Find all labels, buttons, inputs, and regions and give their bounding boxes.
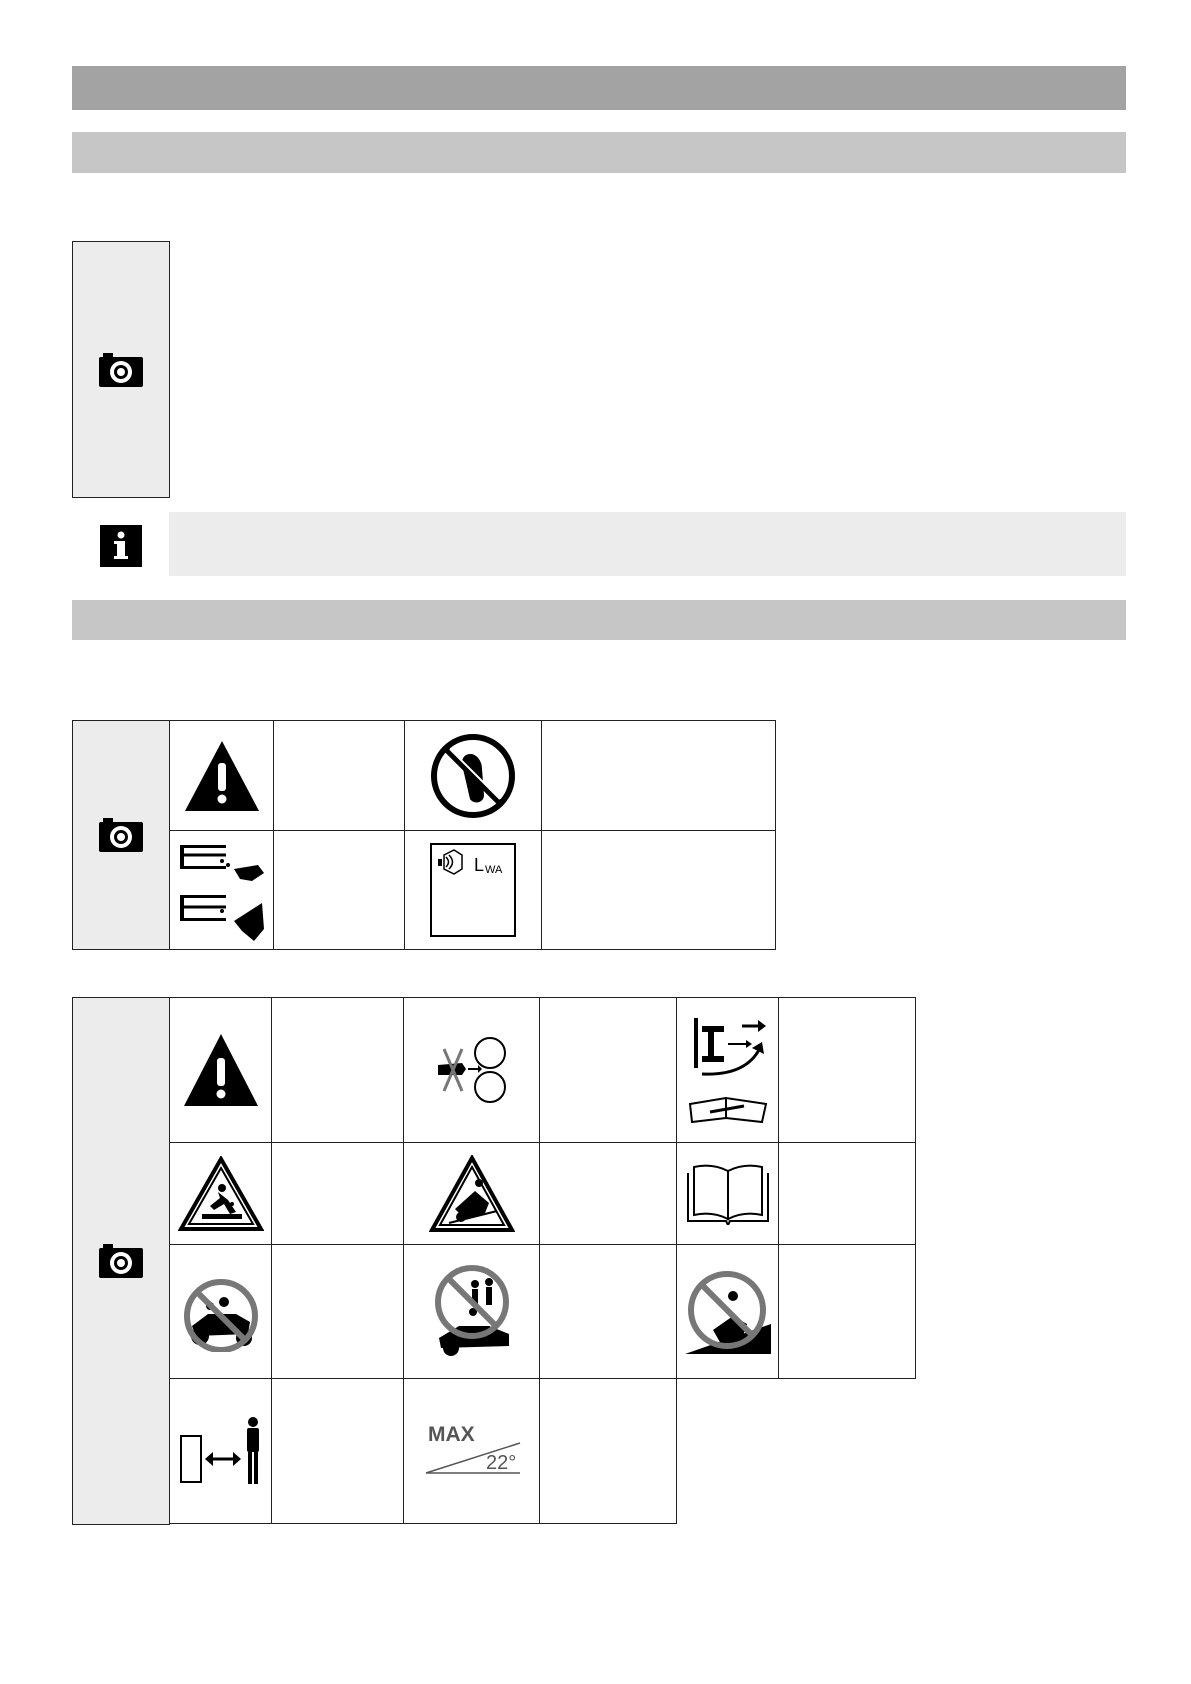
symbol-cell bbox=[170, 1379, 272, 1524]
table-row bbox=[170, 1245, 916, 1379]
symbol-text-cell bbox=[272, 1245, 404, 1379]
figure-column-3 bbox=[72, 997, 170, 1525]
camera-icon bbox=[99, 818, 143, 852]
figure-column-2 bbox=[72, 720, 170, 950]
no-hand-prohibition-icon bbox=[430, 733, 516, 819]
rollover-warning-icon bbox=[429, 1155, 515, 1233]
symbol-text-cell bbox=[272, 1143, 404, 1245]
no-bystanders-icon bbox=[429, 1264, 515, 1360]
symbol-text-cell bbox=[272, 998, 404, 1143]
keep-distance-icon bbox=[177, 1416, 265, 1486]
no-steep-slope-icon bbox=[683, 1268, 773, 1356]
max-slope-icon bbox=[422, 1423, 522, 1479]
symbol-text-cell bbox=[274, 831, 405, 950]
symbol-cell bbox=[170, 1143, 272, 1245]
table-row bbox=[170, 721, 776, 831]
table-row bbox=[170, 1143, 916, 1245]
blade-hand-hazard-icon bbox=[432, 1035, 512, 1105]
symbol-cell bbox=[170, 721, 274, 831]
read-manual-icon bbox=[686, 1163, 770, 1225]
symbol-text-cell bbox=[540, 1245, 677, 1379]
symbol-text-cell bbox=[540, 1379, 677, 1524]
symbol-table-1 bbox=[169, 720, 776, 950]
symbol-cell bbox=[677, 998, 779, 1143]
symbol-cell bbox=[677, 1245, 779, 1379]
warning-triangle-icon bbox=[183, 739, 261, 813]
symbol-cell bbox=[404, 1245, 540, 1379]
symbol-cell bbox=[170, 1245, 272, 1379]
max-slope-label: MAX bbox=[427, 1423, 475, 1446]
section-heading-bar-2 bbox=[72, 600, 1126, 640]
camera-icon bbox=[99, 1244, 143, 1278]
lwa-subscript: WA bbox=[485, 864, 503, 876]
symbol-text-cell bbox=[779, 1245, 916, 1379]
table-row bbox=[170, 831, 776, 950]
battery-acid-hand-icon bbox=[176, 839, 268, 941]
info-note-box bbox=[169, 512, 1126, 576]
camera-icon bbox=[99, 353, 143, 387]
table-row bbox=[170, 998, 916, 1143]
page-title-bar bbox=[72, 66, 1126, 110]
symbol-cell bbox=[170, 998, 272, 1143]
no-passengers-icon bbox=[178, 1272, 264, 1352]
symbol-cell bbox=[404, 998, 540, 1143]
warning-triangle-icon bbox=[182, 1032, 260, 1108]
figure-column-1 bbox=[72, 241, 170, 498]
symbol-cell bbox=[677, 1143, 779, 1245]
symbol-cell bbox=[404, 1143, 540, 1245]
symbol-text-cell bbox=[779, 1143, 916, 1245]
symbol-cell bbox=[170, 831, 274, 950]
max-slope-value: 22° bbox=[485, 1452, 516, 1474]
symbol-text-cell bbox=[542, 831, 776, 950]
symbol-cell bbox=[405, 831, 542, 950]
symbol-cell bbox=[404, 1379, 540, 1524]
lwa-label: L bbox=[474, 855, 485, 875]
symbol-text-cell bbox=[779, 998, 916, 1143]
symbol-text-cell bbox=[274, 721, 405, 831]
maintenance-manual-icon bbox=[686, 1012, 770, 1128]
info-icon bbox=[100, 525, 142, 567]
symbol-text-cell bbox=[542, 721, 776, 831]
table-row bbox=[170, 1379, 916, 1524]
symbol-cell bbox=[405, 721, 542, 831]
section-heading-bar-1 bbox=[72, 132, 1126, 173]
thrown-objects-warning-icon bbox=[178, 1156, 264, 1232]
symbol-text-cell bbox=[540, 1143, 677, 1245]
sound-power-lwa-icon bbox=[430, 843, 516, 937]
symbol-table-2 bbox=[169, 997, 916, 1524]
symbol-text-cell bbox=[272, 1379, 404, 1524]
symbol-text-cell bbox=[540, 998, 677, 1143]
